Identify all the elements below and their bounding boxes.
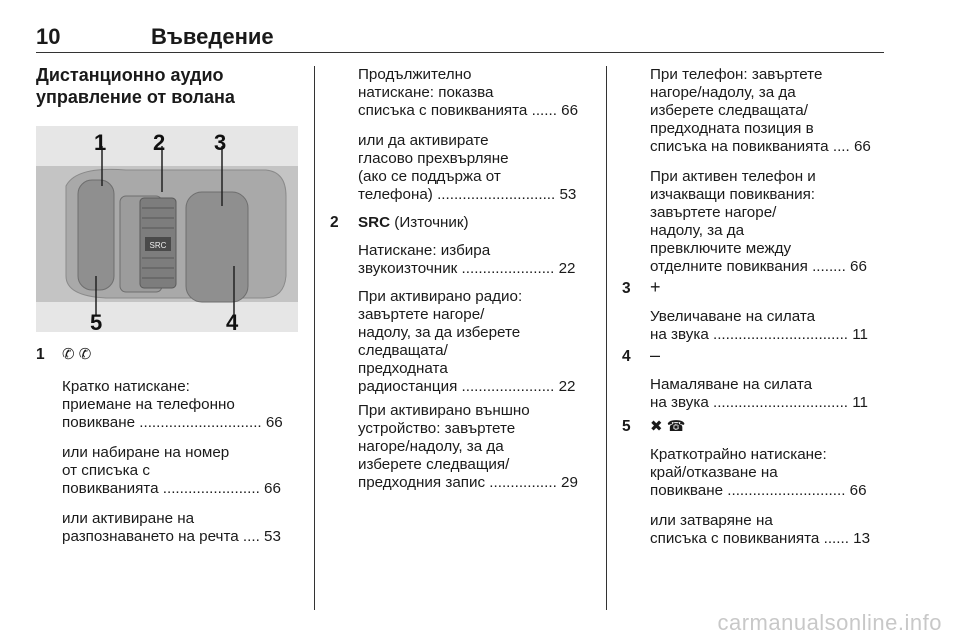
item-5-text-1: Краткотрайно натискане: край/отказване на повикване ............................ 66 xyxy=(650,446,867,499)
callout-1: 1 xyxy=(94,130,107,155)
item-1-text-2: или набиране на номер от списъка с повикванията ....................... 66 xyxy=(62,444,281,497)
src-label-rest: (Източник) xyxy=(390,214,469,231)
page-number: 10 xyxy=(36,24,61,49)
hang-up-icon: ✖ ☎ xyxy=(650,418,686,435)
src-button-label: SRC xyxy=(149,241,167,250)
column-divider-1 xyxy=(314,66,315,610)
item-3-text: Увеличаване на силата на звука ................................ 11 xyxy=(650,308,869,343)
plus-icon: + xyxy=(650,277,661,297)
item-4-number: 4 xyxy=(622,348,631,365)
src-label: SRC xyxy=(358,214,391,231)
section-title xyxy=(36,64,296,108)
watermark: carmanualsonline.info xyxy=(717,610,942,635)
item-1-number: 1 xyxy=(36,346,45,363)
item-2-text-3: При активирано външно устройство: завъртете нагоре/надолу, за да изберете следващия/ предходния запис ................ 29 xyxy=(358,402,578,491)
item-1-text-1: Кратко натискане: приемане на телефонно повикване ............................. 66 xyxy=(62,378,283,431)
item-2-text-4: При телефон: завъртете нагоре/надолу, за да изберете следващата/ предходната позиция в списъка на повикванията .... 66 xyxy=(650,66,871,155)
steering-wheel-illustration xyxy=(36,126,298,332)
item-2-text-5: При активен телефон и изчакващи повиквания: завъртете нагоре/ надолу, за да превключите между отделните повиквания ........ 66 xyxy=(650,168,867,275)
item-2-number: 2 xyxy=(330,214,339,231)
callout-2: 2 xyxy=(153,130,166,155)
item-5-text-2: или затваряне на списъка с повикванията ...... 13 xyxy=(650,512,871,547)
item-1-text-3: или активиране на разпознаването на речта .... 53 xyxy=(62,510,281,545)
item-1-text-5: или да активирате гласово прехвърляне (ако се поддържа от телефона) ............................ 53 xyxy=(358,132,577,203)
column-divider-2 xyxy=(606,66,607,610)
item-4-text: Намаляване на силата на звука ................................ 11 xyxy=(650,376,869,411)
item-2-heading xyxy=(358,214,469,232)
page-header xyxy=(36,22,884,50)
item-5-number: 5 xyxy=(622,418,631,435)
item-3-number: 3 xyxy=(622,280,631,297)
callout-5: 5 xyxy=(90,310,103,332)
item-2-text-1: Натискане: избира звукоизточник ...................... 22 xyxy=(358,242,576,277)
header-divider xyxy=(36,52,884,53)
section-title-line2: управление от волана xyxy=(36,87,235,107)
minus-icon: – xyxy=(650,345,661,365)
section-title-line1: Дистанционно аудио xyxy=(36,65,224,85)
callout-3: 3 xyxy=(214,130,227,155)
item-2-text-2: При активирано радио: завъртете нагоре/ надолу, за да изберете следващата/ предходната радиостанция ...................... 22 xyxy=(358,288,576,395)
callout-4: 4 xyxy=(226,310,239,332)
chapter-title: Въведение xyxy=(151,24,274,49)
steering-wheel-controls-figure xyxy=(36,126,298,332)
item-1-text-4: Продължително натискане: показва списъка с повикванията ...... 66 xyxy=(358,66,579,119)
phone-icon: ✆ ✆ xyxy=(62,346,92,363)
